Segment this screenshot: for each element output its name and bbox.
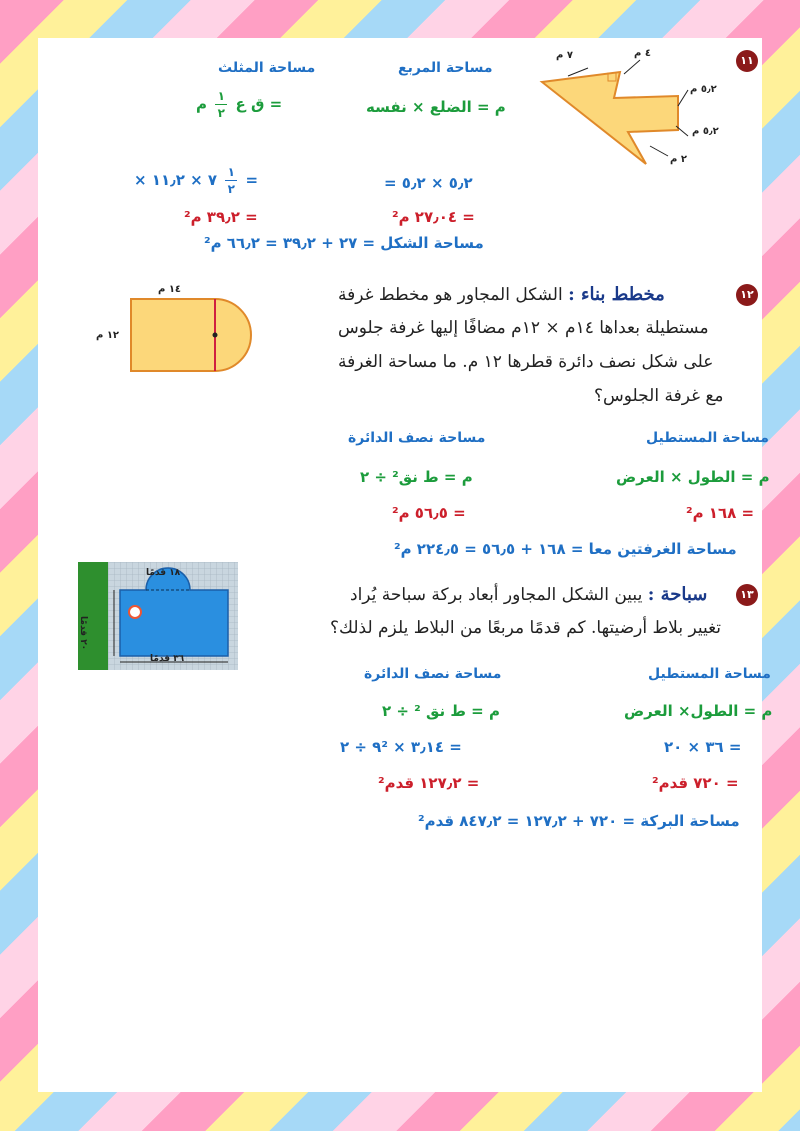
worksheet-page bbox=[38, 38, 773, 1092]
p13-line2: تغيير بلاط أرضيتها. كم قدمًا مربعًا من البلاط يلزم لذلك؟ bbox=[330, 618, 722, 638]
p12-line4: مع غرفة الجلوس؟ bbox=[594, 386, 724, 406]
p12-line2: مستطيلة بعداها ١٤م × ١٢م مضافًا إليها غرفة جلوس bbox=[338, 318, 709, 338]
fig11-label-2m: ٢ م bbox=[670, 154, 687, 165]
fig13-bottom-label: ٣٦ قدمًا bbox=[150, 654, 185, 664]
fig12-side-label: ١٢ م bbox=[96, 330, 120, 341]
p12-rect-result: = ١٦٨ م² bbox=[686, 504, 755, 522]
problem-11-badge: ١١ bbox=[736, 50, 758, 72]
p11-square-calc: = ٥٫٢ × ٥٫٢ bbox=[384, 174, 473, 192]
p13-rect-calc: = ٣٦ × ٢٠ bbox=[664, 738, 742, 756]
p11-square-formula: م = الضلع × نفسه bbox=[366, 98, 506, 116]
fig11-label-4m: ٤ م bbox=[634, 48, 651, 59]
p12-line1: مخطط بناء : الشكل المجاور هو مخطط غرفة bbox=[338, 284, 665, 305]
problem-11-figure bbox=[528, 46, 738, 181]
p12-rect-heading: مساحة المستطيل bbox=[646, 430, 769, 446]
fig11-label-52m-a: ٥٫٢ م bbox=[690, 84, 717, 95]
p13-semi-calc: = ٣٫١٤ × ٩² ÷ ٢ bbox=[340, 738, 462, 756]
p13-semi-heading: مساحة نصف الدائرة bbox=[364, 666, 502, 682]
p13-rect-heading: مساحة المستطيل bbox=[648, 666, 771, 682]
fig11-label-52m-b: ٥٫٢ م bbox=[692, 126, 719, 137]
p11-total: مساحة الشكل = ٢٧ + ٣٩٫٢ = ٦٦٫٢ م² bbox=[204, 234, 484, 252]
p11-square-result: = ٢٧٫٠٤ م² bbox=[392, 208, 475, 226]
p12-line3: على شكل نصف دائرة قطرها ١٢ م. ما مساحة الغرفة bbox=[338, 352, 714, 372]
p13-rect-formula: م = الطول× العرض bbox=[624, 702, 773, 720]
fig11-label-7m: ٧ م bbox=[556, 50, 573, 61]
problem-12-badge: ١٢ bbox=[736, 284, 758, 306]
p11-triangle-formula: ق ع $\frac{١}{٢}$ م = bbox=[196, 89, 283, 120]
p12-semi-formula: م = ط نق² ÷ ٢ bbox=[360, 468, 473, 486]
p13-rect-result: = ٧٢٠ قدم² bbox=[652, 774, 739, 792]
p12-rect-formula: م = الطول × العرض bbox=[616, 468, 770, 486]
p13-semi-result: = ١٢٧٫٢ قدم² bbox=[378, 774, 480, 792]
p11-triangle-heading: مساحة المثلث bbox=[218, 60, 316, 76]
p13-line1: سباحة : يبين الشكل المجاور أبعاد بركة سباحة يُراد bbox=[350, 584, 708, 605]
p11-triangle-result: = ٣٩٫٢ م² bbox=[184, 208, 258, 226]
p13-total: مساحة البركة = ٧٢٠ + ١٢٧٫٢ = ٨٤٧٫٢ قدم² bbox=[418, 812, 740, 830]
p12-semi-heading: مساحة نصف الدائرة bbox=[348, 430, 486, 446]
p12-semi-result: = ٥٦٫٥ م² bbox=[392, 504, 466, 522]
problem-12-figure bbox=[128, 296, 258, 376]
fig12-top-label: ١٤ م bbox=[158, 284, 182, 295]
fig13-top-label: ١٨ قدمًا bbox=[146, 568, 181, 578]
p11-triangle-calc: × ٧ × ١١٫٢ $\frac{١}{٢}$ = bbox=[134, 165, 259, 196]
p12-total: مساحة الغرفتين معا = ١٦٨ + ٥٦٫٥ = ٢٢٤٫٥ م² bbox=[394, 540, 737, 558]
problem-13-badge: ١٣ bbox=[736, 584, 758, 606]
fig13-side-label: ٢٠ قدمًا bbox=[78, 616, 88, 651]
p11-square-heading: مساحة المربع bbox=[398, 60, 493, 76]
p13-semi-formula: م = ط نق ² ÷ ٢ bbox=[382, 702, 500, 720]
